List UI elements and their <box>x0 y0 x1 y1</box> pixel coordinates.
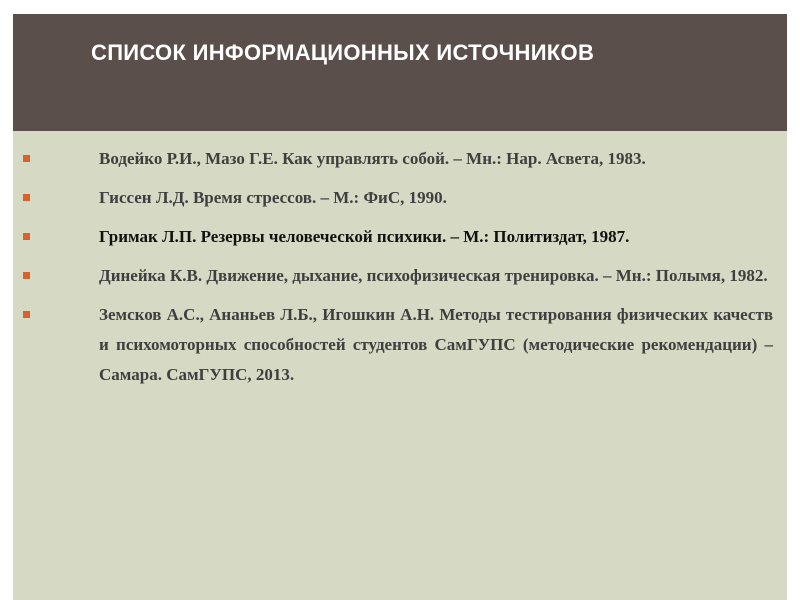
square-bullet-icon <box>23 233 30 240</box>
divider <box>13 131 787 144</box>
reference-item <box>13 261 787 291</box>
square-bullet-icon <box>23 155 30 162</box>
square-bullet-icon <box>23 272 30 279</box>
reference-item <box>13 222 787 252</box>
title-bar <box>13 14 787 131</box>
reference-item <box>13 144 787 174</box>
reference-text: Гиссен Л.Д. Время стрессов. – М.: ФиС, 1990. <box>99 188 447 207</box>
reference-text: Земсков А.С., Ананьев Л.Б., Игошкин А.Н. Методы тестирования физических качеств и психомоторных способностей студентов СамГУПС (методические рекомендации) – Самара. СамГУПС, 2013. <box>99 305 773 384</box>
reference-text: Динейка К.В. Движение, дыхание, психофизическая тренировка. – Мн.: Полымя, 1982. <box>99 266 768 285</box>
reference-text: Гримак Л.П. Резервы человеческой психики. – М.: Политиздат, 1987. <box>99 227 630 246</box>
reference-item <box>13 300 787 390</box>
slide-title: СПИСОК ИНФОРМАЦИОННЫХ ИСТОЧНИКОВ <box>91 40 595 65</box>
reference-text: Водейко Р.И., Мазо Г.Е. Как управлять собой. – Мн.: Нар. Асвета, 1983. <box>99 149 646 168</box>
reference-list <box>13 144 787 399</box>
square-bullet-icon <box>23 194 30 201</box>
slide <box>13 14 787 600</box>
square-bullet-icon <box>23 311 30 318</box>
reference-item <box>13 183 787 213</box>
